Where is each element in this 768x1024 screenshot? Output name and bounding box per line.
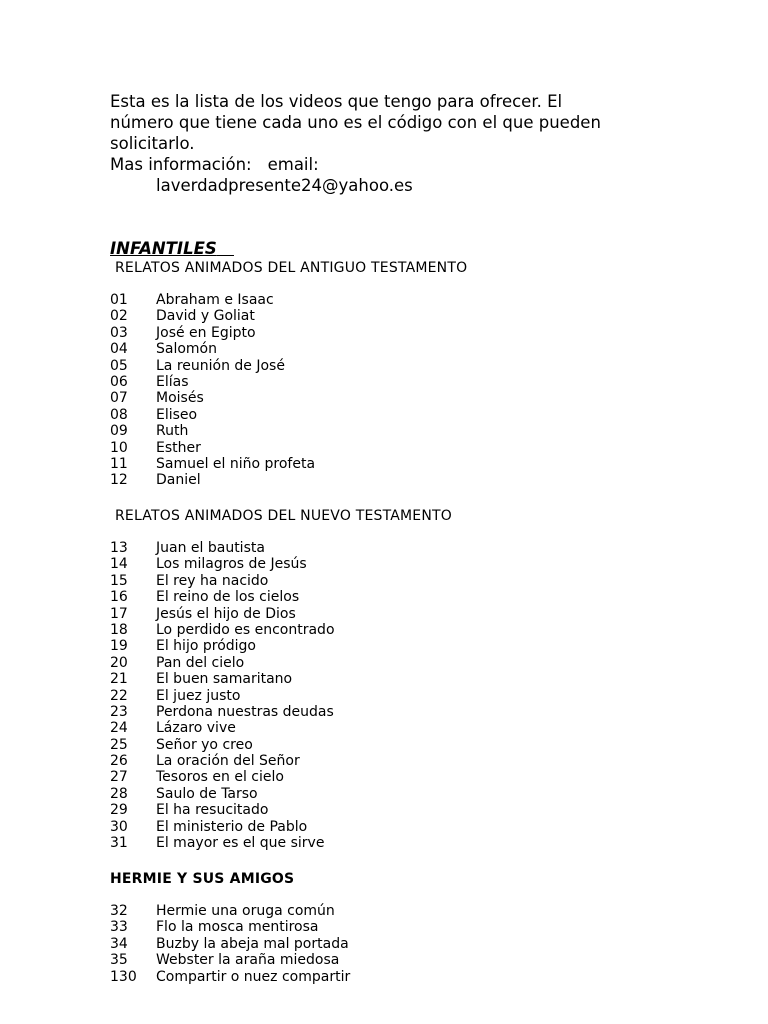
video-code: 31 xyxy=(110,835,128,852)
list-item xyxy=(110,358,315,374)
video-list-hermie xyxy=(110,903,350,985)
video-code: 08 xyxy=(110,406,128,423)
intro-line-1: Esta es la lista de los videos que tengo para ofrecer. El xyxy=(110,92,563,111)
video-title: Señor yo creo xyxy=(156,736,253,753)
list-item xyxy=(110,556,335,572)
video-code: 16 xyxy=(110,589,128,606)
video-title: Samuel el niño profeta xyxy=(156,455,316,472)
list-item xyxy=(110,638,335,654)
video-title: Lo perdido es encontrado xyxy=(156,621,335,638)
list-item xyxy=(110,969,350,985)
list-item xyxy=(110,704,335,720)
video-title: Lázaro vive xyxy=(156,720,236,737)
video-code: 07 xyxy=(110,390,128,407)
video-title: David y Goliat xyxy=(156,308,255,325)
list-item xyxy=(110,688,335,704)
list-item xyxy=(110,952,350,968)
video-title: La oración del Señor xyxy=(156,753,300,770)
list-item xyxy=(110,835,335,851)
video-code: 30 xyxy=(110,818,128,835)
intro-line-2: número que tiene cada uno es el código con el que pueden xyxy=(110,113,601,132)
video-code: 01 xyxy=(110,292,128,308)
video-title: Juan el bautista xyxy=(156,540,265,556)
video-code: 04 xyxy=(110,341,128,358)
video-code: 33 xyxy=(110,919,128,936)
list-item xyxy=(110,720,335,736)
list-item xyxy=(110,374,315,390)
list-item xyxy=(110,456,315,472)
video-code: 17 xyxy=(110,605,128,622)
group-heading-nuevo: RELATOS ANIMADOS DEL NUEVO TESTAMENTO xyxy=(115,508,453,524)
list-item xyxy=(110,606,335,622)
list-item xyxy=(110,737,335,753)
video-code: 26 xyxy=(110,753,128,770)
video-code: 10 xyxy=(110,439,128,456)
video-title: Eliseo xyxy=(156,406,198,423)
video-code: 14 xyxy=(110,556,128,573)
video-code: 32 xyxy=(110,903,128,919)
group-heading-antiguo: RELATOS ANIMADOS DEL ANTIGUO TESTAMENTO xyxy=(115,260,468,276)
video-title: Salomón xyxy=(156,341,217,358)
video-code: 29 xyxy=(110,802,128,819)
list-item xyxy=(110,325,315,341)
list-item xyxy=(110,540,335,556)
list-item xyxy=(110,440,315,456)
list-item xyxy=(110,802,335,818)
video-title: Saulo de Tarso xyxy=(156,785,258,802)
video-title: Ruth xyxy=(156,423,189,440)
list-item xyxy=(110,390,315,406)
video-title: Webster la araña miedosa xyxy=(156,952,340,969)
list-item xyxy=(110,407,315,423)
list-item xyxy=(110,786,335,802)
group-heading-hermie: HERMIE Y SUS AMIGOS xyxy=(110,871,295,887)
email-label: email: xyxy=(267,155,319,174)
video-code: 22 xyxy=(110,687,128,704)
video-code: 21 xyxy=(110,671,128,688)
intro-paragraph xyxy=(110,91,670,196)
list-item xyxy=(110,753,335,769)
video-code: 03 xyxy=(110,324,128,341)
video-code: 23 xyxy=(110,703,128,720)
video-code: 11 xyxy=(110,455,128,472)
video-title: Hermie una oruga común xyxy=(156,903,335,919)
video-title: Flo la mosca mentirosa xyxy=(156,919,319,936)
video-title: Pan del cielo xyxy=(156,654,245,671)
video-title: Jesús el hijo de Dios xyxy=(156,605,296,622)
video-title: El buen samaritano xyxy=(156,671,293,688)
video-code: 25 xyxy=(110,736,128,753)
video-title: Moisés xyxy=(156,390,204,407)
video-code: 18 xyxy=(110,621,128,638)
video-list-nuevo xyxy=(110,540,335,851)
list-item xyxy=(110,903,350,919)
video-title: El ministerio de Pablo xyxy=(156,818,308,835)
video-title: Daniel xyxy=(156,472,201,489)
video-code: 35 xyxy=(110,952,128,969)
video-code: 02 xyxy=(110,308,128,325)
video-code: 09 xyxy=(110,423,128,440)
video-title: Elías xyxy=(156,373,189,390)
section-title-text: INFANTILES xyxy=(110,239,217,258)
contact-label: Mas información: xyxy=(110,155,252,174)
video-title: José en Egipto xyxy=(156,324,256,341)
list-item xyxy=(110,919,350,935)
list-item xyxy=(110,819,335,835)
video-title: El juez justo xyxy=(156,687,241,704)
list-item xyxy=(110,655,335,671)
list-item xyxy=(110,936,350,952)
video-code: 28 xyxy=(110,785,128,802)
video-title: Compartir o nuez compartir xyxy=(156,968,351,985)
list-item xyxy=(110,622,335,638)
video-code: 13 xyxy=(110,540,128,556)
list-item xyxy=(110,573,335,589)
list-item xyxy=(110,423,315,439)
video-title: El rey ha nacido xyxy=(156,572,269,589)
video-code: 19 xyxy=(110,638,128,655)
video-title: Buzby la abeja mal portada xyxy=(156,935,349,952)
video-title: El mayor es el que sirve xyxy=(156,835,325,852)
video-code: 05 xyxy=(110,357,128,374)
video-title: Esther xyxy=(156,439,201,456)
video-code: 24 xyxy=(110,720,128,737)
video-code: 130 xyxy=(110,968,137,985)
list-item xyxy=(110,769,335,785)
video-title: El reino de los cielos xyxy=(156,589,300,606)
list-item xyxy=(110,341,315,357)
video-code: 06 xyxy=(110,373,128,390)
intro-line-3: solicitarlo. xyxy=(110,134,195,153)
email-address: laverdadpresente24@yahoo.es xyxy=(156,176,413,195)
video-code: 34 xyxy=(110,935,128,952)
list-item xyxy=(110,292,315,308)
list-item xyxy=(110,589,335,605)
list-item xyxy=(110,671,335,687)
video-title: Tesoros en el cielo xyxy=(156,769,284,786)
video-title: La reunión de José xyxy=(156,357,285,374)
video-title: Perdona nuestras deudas xyxy=(156,703,334,720)
video-title: Los milagros de Jesús xyxy=(156,556,307,573)
list-item xyxy=(110,472,315,488)
video-code: 12 xyxy=(110,472,128,489)
video-code: 20 xyxy=(110,654,128,671)
video-title: Abraham e Isaac xyxy=(156,292,274,308)
video-title: El hijo pródigo xyxy=(156,638,256,655)
contact-row xyxy=(110,154,670,175)
section-title-infantiles xyxy=(110,239,234,258)
video-list-antiguo xyxy=(110,292,315,489)
video-code: 27 xyxy=(110,769,128,786)
video-code: 15 xyxy=(110,572,128,589)
video-title: El ha resucitado xyxy=(156,802,269,819)
list-item xyxy=(110,308,315,324)
